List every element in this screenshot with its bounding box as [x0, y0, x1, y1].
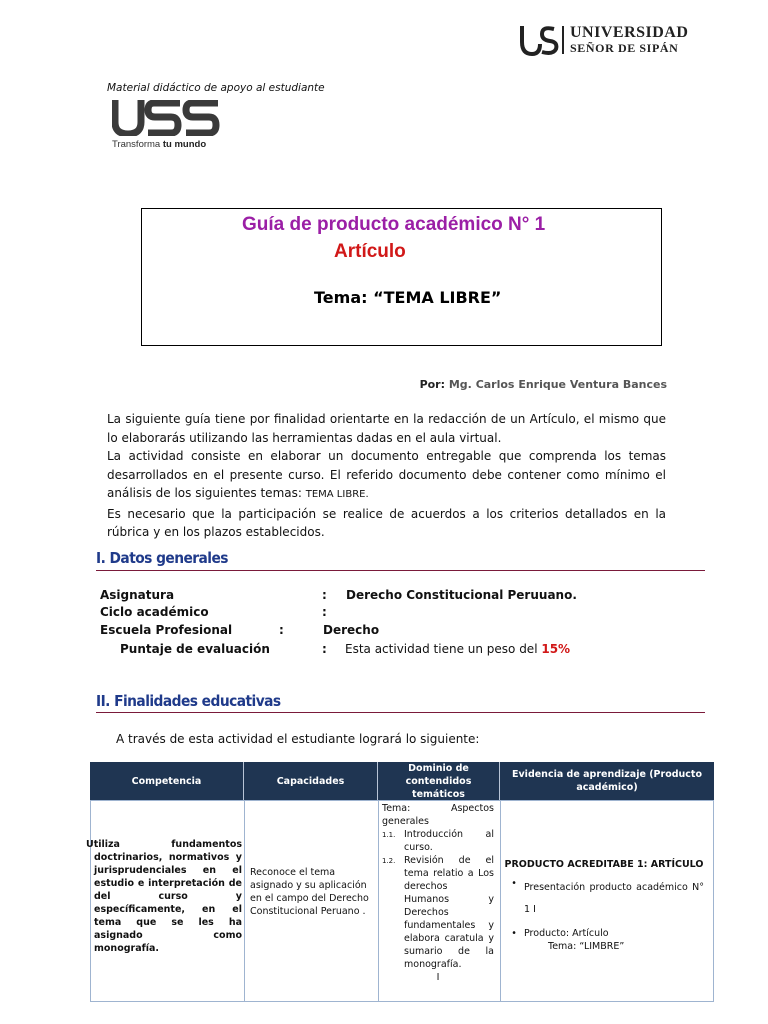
asignatura-colon: : [322, 588, 327, 602]
cell-capacidades: Reconoce el tema asignado y su aplicación en el campo del Derecho Constitucional Peruano . [250, 867, 369, 917]
column-divider [244, 800, 245, 1002]
cell-competencia: Utiliza fundamentos doctrinarios, normativos y jurisprudenciales en el estudio e interpretación de del curso y específicamente, en el tema que se les ha asignado como monografía. [86, 839, 242, 954]
intro-topic: TEMA LIBRE. [305, 489, 369, 500]
brand-tagline: Transforma tu mundo [112, 139, 207, 150]
dominio-item: 1.1. Introducción al curso. [382, 829, 494, 853]
table-header-dominio: Dominio de contendidos temáticos [378, 762, 500, 800]
university-name-line1: UNIVERSIDAD [570, 24, 689, 41]
evidencia-title: PRODUCTO ACREDITABE 1: ARTÍCULO [504, 859, 704, 870]
section-rule [96, 712, 705, 713]
guide-theme: Tema: “TEMA LIBRE” [314, 288, 502, 307]
escuela-label: Escuela Profesional [100, 623, 233, 637]
escuela-colon: : [279, 623, 284, 637]
column-divider [378, 800, 379, 1002]
uss-crest-icon [520, 24, 560, 56]
dominio-item: 1.2. Revisión de el tema relatio a Los derechos Humanos y Derechos fundamentales y elabora caratula y sumario de la monografía. [382, 855, 494, 970]
puntaje-colon: : [322, 642, 327, 656]
section-rule [96, 570, 705, 571]
cell-dominio [382, 802, 494, 984]
intro-paragraph-1: La siguiente guía tiene por finalidad orientarte en la redacción de un Artículo, el mismo que lo elaborarás utilizando las herramientas dadas en el aula virtual. [107, 412, 666, 445]
evidencia-bullet-1: • Presentación producto académico N° 1 I [504, 877, 704, 921]
evidencia-bullet-2: • Producto: Artículo Tema: “LIMBRE” [504, 927, 704, 953]
intro-paragraph-2: La actividad consiste en elaborar un documento entregable que comprenda los temas desarrollados en el presente curso. El referido documento debe contener como mínimo el análisis de los siguientes temas: TEMA LIBRE. [107, 449, 666, 500]
competency-table [86, 762, 714, 1002]
intro-paragraph-3: Es necesario que la participación se realice de acuerdos a los criterios detallados en la rúbrica y en los plazos establecidos. [107, 506, 666, 539]
finalidades-intro: A través de esta actividad el estudiante logrará lo siguiente: [116, 732, 480, 746]
uss-brand-logo [112, 100, 232, 152]
material-note: Material didáctico de apoyo al estudiante [107, 82, 325, 94]
author-name: Mg. Carlos Enrique Ventura Bances [448, 378, 667, 391]
intro-text [107, 410, 666, 542]
puntaje-value: Esta actividad tiene un peso del 15% [345, 642, 571, 656]
guide-subtitle: Artículo [334, 241, 406, 262]
dominio-intro: Tema: Aspectos generales [382, 803, 494, 827]
university-logo [520, 22, 696, 58]
column-divider [500, 800, 501, 1002]
section-heading-finalidades: II. Finalidades educativas [96, 692, 281, 710]
bullet-icon: • [511, 928, 517, 939]
logo-separator [562, 26, 564, 54]
university-name-line2: SEÑOR DE SIPÁN [570, 41, 679, 55]
dominio-tail: I [436, 972, 440, 983]
bullet-icon: • [511, 878, 517, 889]
table-header-evidencia: Evidencia de aprendizaje (Producto académico) [500, 762, 714, 800]
author-prefix: Por: [419, 378, 446, 391]
author-line [420, 378, 667, 391]
ciclo-label: Ciclo académico [100, 605, 209, 619]
escuela-value: Derecho [323, 623, 380, 637]
guide-title: Guía de producto académico N° 1 [242, 214, 546, 235]
cell-evidencia [504, 858, 704, 953]
ciclo-colon: : [322, 605, 327, 619]
table-header-competencia: Competencia [90, 762, 244, 800]
puntaje-label: Puntaje de evaluación [120, 642, 270, 656]
section-heading-datos-generales: I. Datos generales [96, 549, 228, 567]
uss-wordmark-icon [112, 100, 222, 136]
puntaje-percentage: 15% [541, 642, 571, 656]
asignatura-value: Derecho Constitucional Peruuano. [346, 588, 577, 602]
asignatura-label: Asignatura [100, 588, 175, 602]
table-header-capacidades: Capacidades [244, 762, 378, 800]
